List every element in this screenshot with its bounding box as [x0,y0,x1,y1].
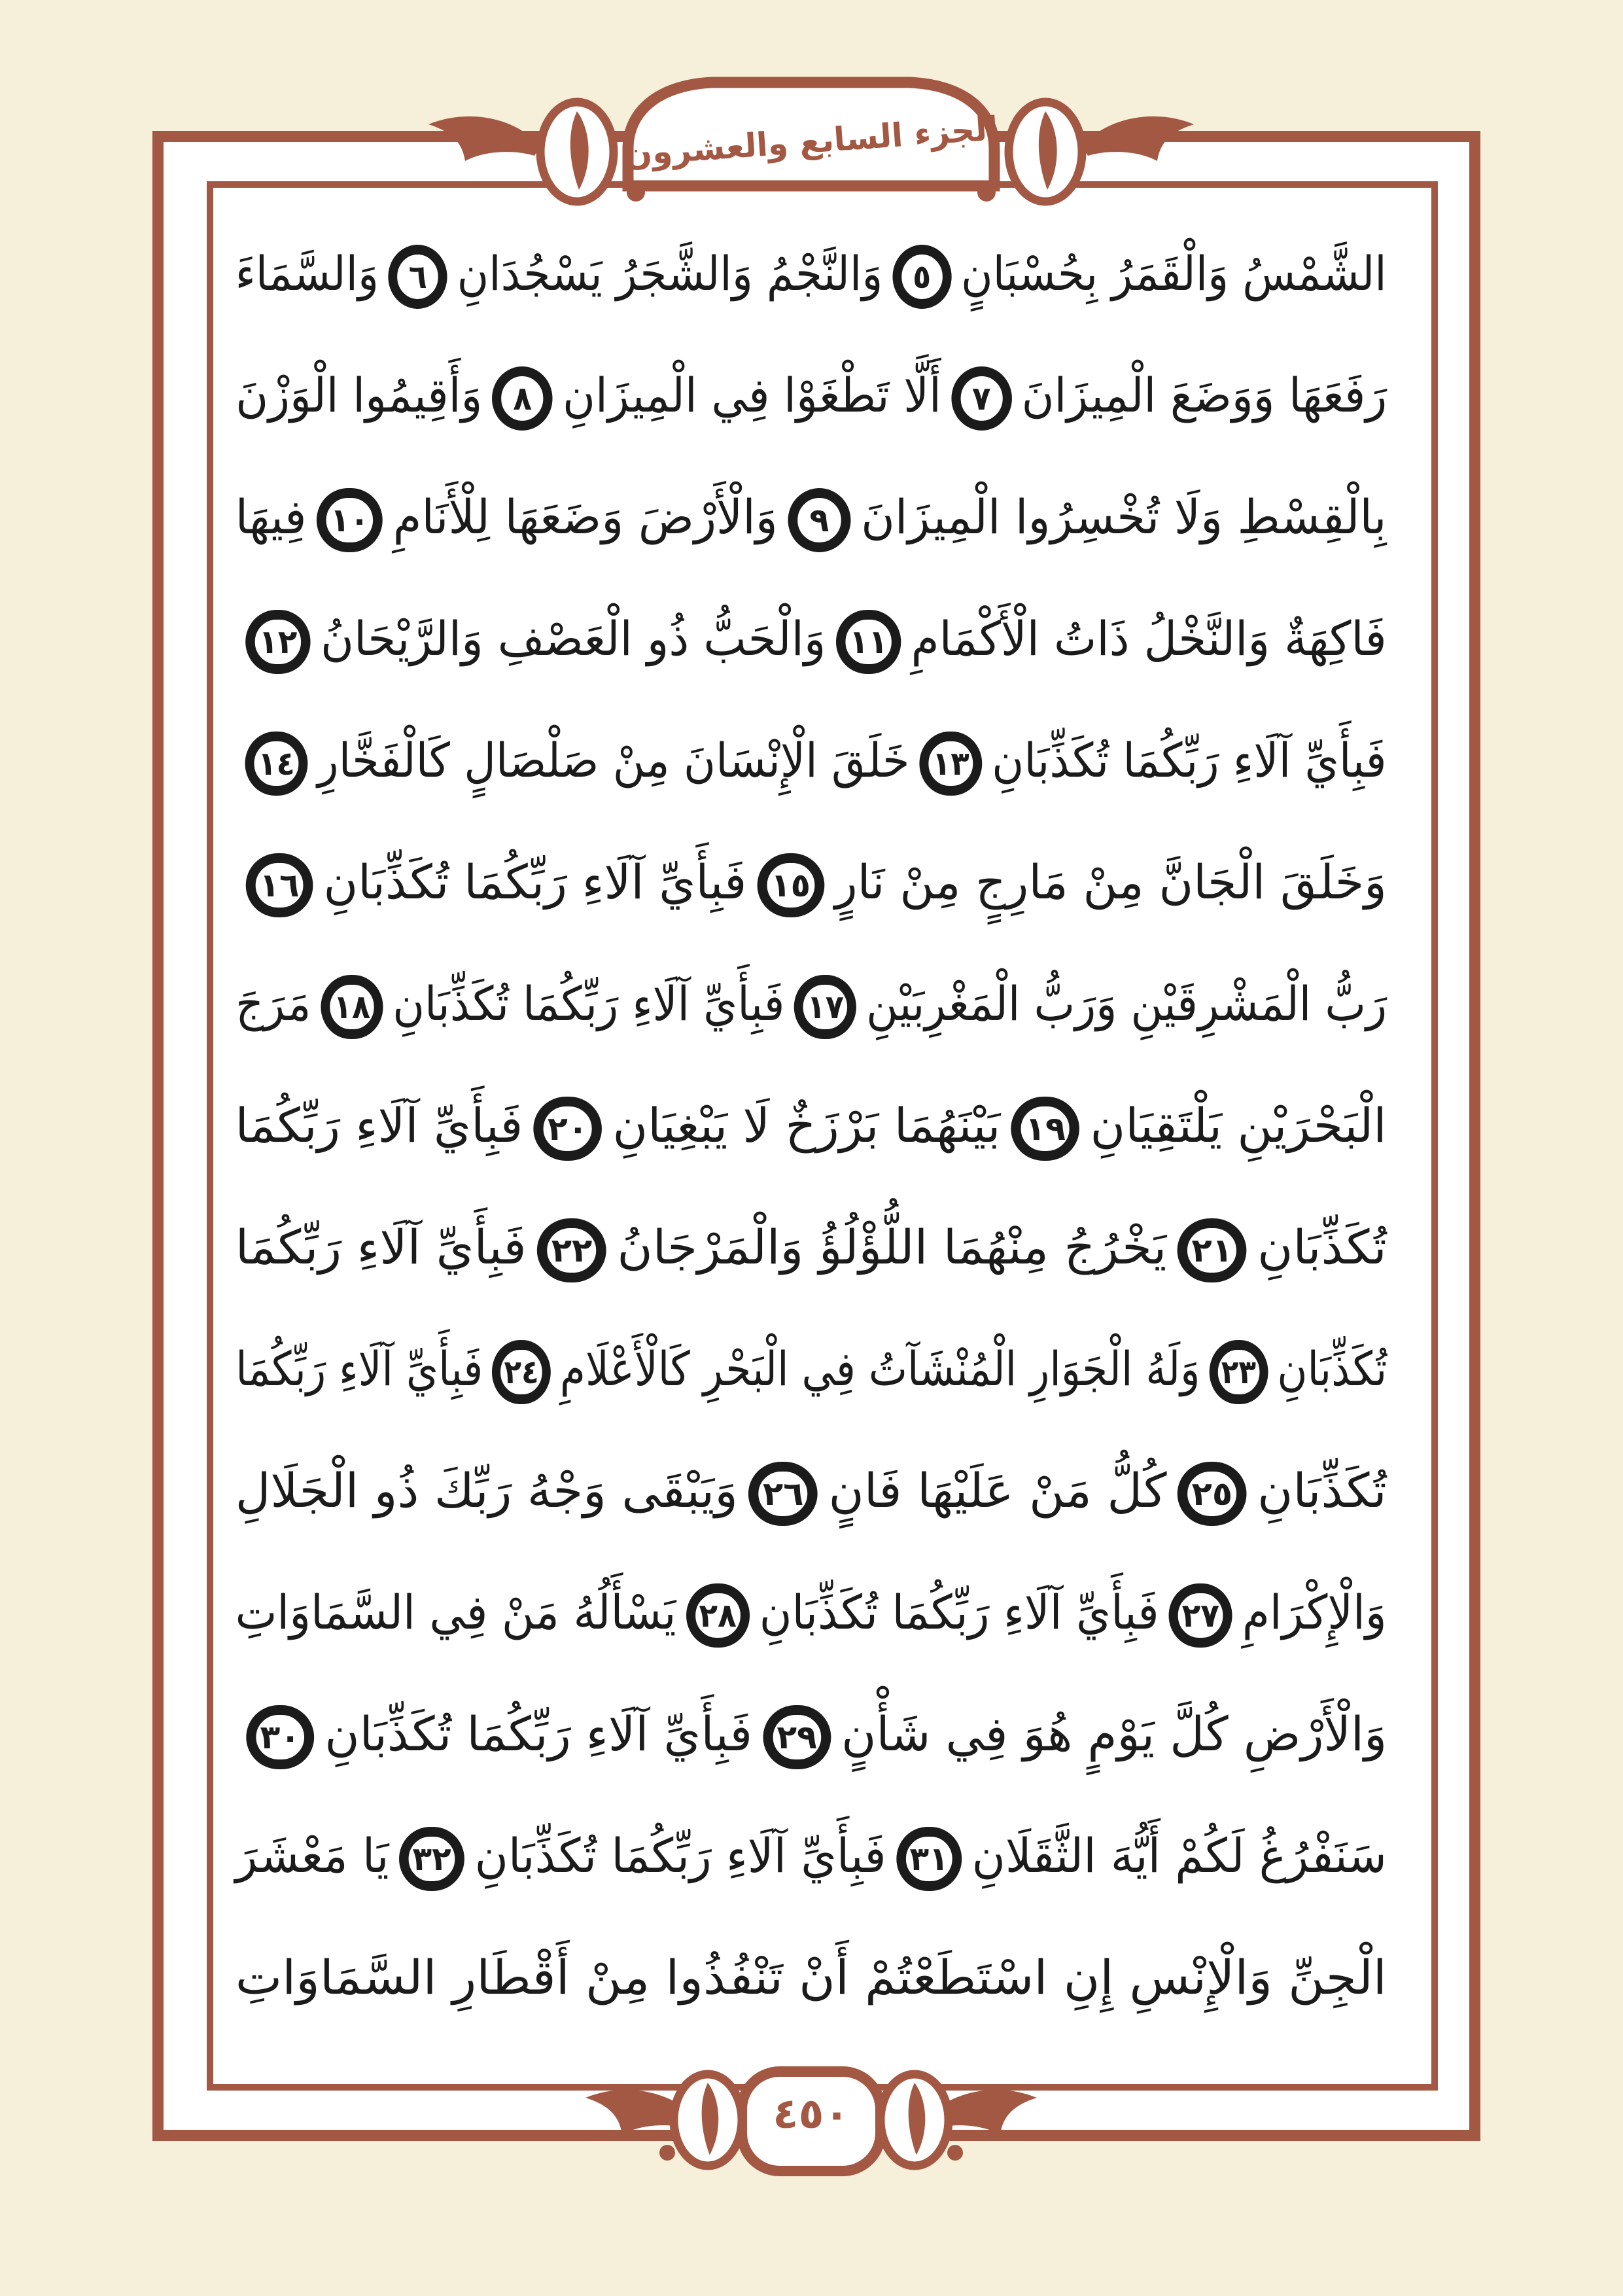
verse-number: ٢١ [1191,1231,1233,1270]
verse-number: ٣٢ [412,1840,451,1879]
leaf-medallion-icon [674,2074,742,2166]
quran-line [236,1065,1387,1186]
verse-number-badge [896,1827,962,1891]
quran-line-content [236,1795,1387,1916]
quran-line [236,1795,1387,1916]
verse-number-badge [763,1705,831,1769]
ayah-text: وَالْإِكْرَامِ [1242,1585,1387,1640]
ayah-text: تُكَذِّبَانِ [1257,1220,1387,1275]
ayah-text: يَا مَعْشَرَ [235,1828,389,1883]
verse-number-badge [246,1705,314,1769]
quran-line [236,1551,1387,1673]
ayah-text: فَبِأَيِّ آلَاءِ رَبِّكُمَا تُكَذِّبَانِ [759,1585,1159,1640]
ayah-text: فَبِأَيِّ آلَاءِ رَبِّكُمَا [235,1341,483,1396]
ayah-text: فَبِأَيِّ آلَاءِ رَبِّكُمَا تُكَذِّبَانِ [324,1706,752,1761]
verse-number: ٣٠ [260,1718,300,1757]
verse-number: ١٦ [259,866,300,905]
ayah-text: كُلُّ مَنْ عَلَيْهَا فَانٍ [828,1463,1167,1518]
ayah-text: فَاكِهَةٌ وَالنَّخْلُ ذَاتُ الْأَكْمَامِ [911,611,1387,666]
ayah-text: وَأَقِيمُوا الْوَزْنَ [235,368,483,423]
verse-number-badge [537,1218,606,1282]
quran-line [236,1308,1387,1430]
verse-number: ٥ [913,258,932,296]
verse-number-badge [1178,1218,1247,1282]
quran-line-content [236,1673,1387,1795]
verse-number: ٧ [971,380,991,418]
verse-number-badge [794,975,856,1039]
ayah-text: وَخَلَقَ الْجَانَّ مِنْ مَارِجٍ مِنْ نَارٍ [835,855,1387,910]
quran-line-content [236,943,1387,1065]
ayah-text: رَفَعَهَا وَوَضَعَ الْمِيزَانَ [1021,368,1387,423]
verse-number: ٩ [810,501,829,540]
ayah-text: يَسْأَلُهُ مَنْ فِي السَّمَاوَاتِ [235,1585,676,1640]
verse-number: ١٠ [330,501,370,540]
quran-line-content [236,1916,1387,2038]
verse-number: ١٤ [258,745,296,783]
page-number: ٤٥٠ [773,2090,850,2138]
verse-number: ٣١ [909,1840,949,1879]
quran-line-content [236,213,1387,334]
quran-line [236,213,1387,334]
verse-number: ١٣ [932,745,970,783]
verse-number: ١٧ [807,988,844,1027]
verse-number: ١٨ [333,988,370,1027]
verse-number: ٢٣ [1221,1353,1256,1392]
quran-line-content [236,821,1387,943]
verse-number: ١٢ [258,623,298,662]
verse-number-badge [534,1097,602,1161]
quran-line [236,943,1387,1065]
ayah-text: وَالْحَبُّ ذُو الْعَصْفِ وَالرَّيْحَانُ [321,611,826,666]
ornament-dot-icon [947,2145,963,2161]
verse-number-badge [246,853,313,917]
verse-number-badge [892,245,951,309]
verse-number-badge [836,610,901,674]
ayah-text: وَيَبْقَى وَجْهُ رَبِّكَ ذُو الْجَلَالِ [236,1463,739,1518]
verse-number: ١٥ [771,866,811,905]
leaf-medallion-icon [540,102,614,202]
verse-number: ٢٩ [777,1718,817,1757]
verse-number-badge [686,1583,750,1648]
ayah-text: وَالْأَرْضِ كُلَّ يَوْمٍ هُوَ فِي شَأْنٍ [841,1706,1387,1761]
ayah-text: الشَّمْسُ وَالْقَمَرُ بِحُسْبَانٍ [961,246,1387,301]
verse-number-badge [399,1827,464,1891]
quran-line-content [236,1551,1387,1673]
ayah-text: وَالسَّمَاءَ [235,246,379,301]
verse-number-badge [1169,1583,1232,1648]
quran-line [236,699,1387,821]
ayah-text: فَبِأَيِّ آلَاءِ رَبِّكُمَا [235,1220,527,1275]
verse-number-badge [245,610,310,674]
quran-line [236,456,1387,578]
quran-line-content [236,1065,1387,1186]
verse-number-badge [1011,1097,1080,1161]
ayah-text: فَبِأَيِّ آلَاءِ رَبِّكُمَا تُكَذِّبَانِ [992,733,1387,788]
quran-line-content [236,699,1387,821]
verse-number-badge [389,245,447,309]
quran-line-content [236,1430,1387,1551]
ayah-text: فَبِأَيِّ آلَاءِ رَبِّكُمَا تُكَذِّبَانِ [393,976,785,1031]
verse-number: ٢٦ [763,1475,804,1513]
ayah-text: وَلَهُ الْجَوَارِ الْمُنْشَآتُ فِي الْبَحْرِ كَالْأَعْلَامِ [559,1341,1200,1396]
ayah-text: تُكَذِّبَانِ [1257,1463,1387,1518]
quran-line-content [236,1186,1387,1308]
quran-text-block [236,213,1387,2038]
verse-number-badge [951,366,1012,431]
ayah-text: سَنَفْرُغُ لَكُمْ أَيُّهَ الثَّقَلَانِ [971,1828,1387,1883]
verse-number: ٦ [409,258,428,296]
leaf-medallion-icon [881,2074,949,2166]
ayah-text: بَيْنَهُمَا بَرْزَخٌ لَا يَبْغِيَانِ [612,1098,1001,1153]
ayah-text: الْبَحْرَيْنِ يَلْتَقِيَانِ [1091,1098,1387,1153]
quran-line [236,1673,1387,1795]
leaf-medallion-icon [1009,102,1082,202]
ayah-text: مَرَجَ [236,976,311,1031]
dome-base-dot-icon [977,183,996,202]
verse-number: ١١ [849,623,888,662]
verse-number: ١٩ [1025,1110,1066,1148]
quran-line [236,1186,1387,1308]
ayah-text: فِيهَا [236,489,307,544]
ayah-text: أَلَّا تَطْغَوْا فِي الْمِيزَانِ [562,368,941,423]
ayah-text: رَبُّ الْمَشْرِقَيْنِ وَرَبُّ الْمَغْرِبَيْنِ [866,976,1387,1031]
verse-number-badge [321,975,383,1039]
verse-number-badge [317,488,383,552]
ayah-text: بِالْقِسْطِ وَلَا تُخْسِرُوا الْمِيزَانَ [861,489,1387,544]
verse-number: ٢٨ [699,1597,737,1635]
verse-number-badge [920,732,983,796]
ayah-text: يَخْرُجُ مِنْهُمَا اللُّؤْلُؤُ وَالْمَرْجَانُ [617,1220,1167,1275]
quran-line-content [236,1308,1387,1430]
verse-number: ٨ [513,380,532,418]
verse-number: ٢٧ [1181,1597,1220,1635]
quran-line [236,334,1387,456]
quran-line-content [236,456,1387,578]
dome-base-dot-icon [627,183,645,202]
verse-number-badge [788,488,851,552]
ayah-text: تُكَذِّبَانِ [1277,1341,1387,1396]
verse-number: ٢٠ [548,1110,589,1148]
verse-number-badge [749,1462,818,1526]
verse-number: ٢٢ [551,1231,593,1270]
verse-number-badge [492,1340,551,1404]
ayah-text: فَبِأَيِّ آلَاءِ رَبِّكُمَا تُكَذِّبَانِ [474,1828,886,1883]
quran-line [236,1430,1387,1551]
verse-number-badge [492,366,553,431]
ayah-text: وَالْأَرْضَ وَضَعَهَا لِلْأَنَامِ [393,489,778,544]
ayah-text: وَالنَّجْمُ وَالشَّجَرُ يَسْجُدَانِ [457,246,883,301]
quran-line-content [236,334,1387,456]
quran-line-content [236,578,1387,699]
ayah-text: فَبِأَيِّ آلَاءِ رَبِّكُمَا [235,1098,523,1153]
quran-line [236,1916,1387,2038]
ayah-text: فَبِأَيِّ آلَاءِ رَبِّكُمَا تُكَذِّبَانِ [323,855,747,910]
verse-number-badge [245,732,308,796]
quran-line [236,578,1387,699]
quran-line [236,821,1387,943]
verse-number-badge [757,853,824,917]
verse-number-badge [1178,1462,1247,1526]
verse-number: ٢٤ [504,1353,539,1392]
ayah-text: خَلَقَ الْإِنْسَانَ مِنْ صَلْصَالٍ كَالْفَخَّارِ [317,733,910,788]
verse-number: ٢٥ [1191,1475,1233,1513]
verse-number-badge [1209,1340,1268,1404]
ayah-text: الْجِنِّ وَالْإِنْسِ إِنِ اسْتَطَعْتُمْ أَنْ تَنْفُذُوا مِنْ أَقْطَارِ السَّمَاوَاتِ [236,1950,1387,2005]
ornament-dot-icon [659,2145,675,2161]
juz-title: الجزء السابع والعشرون [623,109,1000,173]
